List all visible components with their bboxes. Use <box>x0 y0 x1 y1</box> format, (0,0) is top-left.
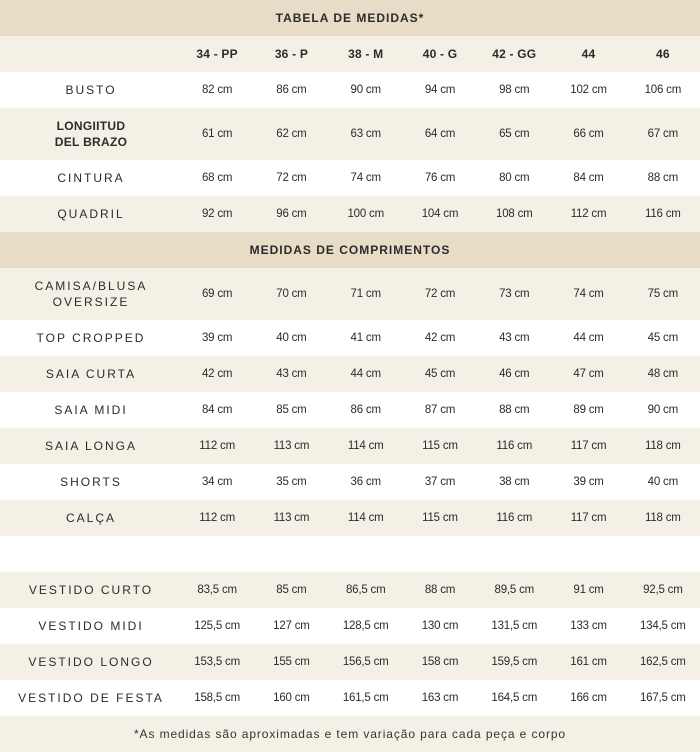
measurement-cell: 167,5 cm <box>639 692 686 704</box>
measurement-cell: 65 cm <box>499 128 530 140</box>
measurement-cell: 68 cm <box>201 172 233 184</box>
row-cells <box>180 172 700 184</box>
row-label: SAIA MIDI <box>54 403 128 417</box>
measurement-cell: 116 cm <box>644 208 681 220</box>
measurement-cell: 115 cm <box>422 512 458 524</box>
row-cells <box>180 368 700 380</box>
measurement-cell: 117 cm <box>570 440 607 452</box>
measurement-cell: 118 cm <box>644 512 681 524</box>
measurement-cell: 42 cm <box>424 332 456 344</box>
measurement-cell: 113 cm <box>273 440 310 452</box>
measurement-cell: 89,5 cm <box>494 584 535 596</box>
measurement-cell: 133 cm <box>570 620 607 632</box>
measurement-cell: 34 cm <box>201 476 233 488</box>
row-cells <box>180 288 700 300</box>
measurement-cell: 112 cm <box>199 440 235 452</box>
size-header-cell: 42 - GG <box>492 47 537 61</box>
row-cells <box>180 620 700 632</box>
row-label: CINTURA <box>57 171 125 185</box>
measurement-cell: 116 cm <box>496 512 533 524</box>
measurement-cell: 36 cm <box>350 476 381 488</box>
measurement-cell: 100 cm <box>347 208 384 220</box>
measurement-cell: 74 cm <box>350 172 381 184</box>
row-label: LONGIITUD DEL BRAZO <box>54 119 128 149</box>
measurement-cell: 153,5 cm <box>194 656 240 668</box>
row-cells <box>180 692 700 704</box>
measurement-cell: 162,5 cm <box>639 656 686 668</box>
table-row <box>0 320 700 356</box>
measurement-cell: 72 cm <box>424 288 456 300</box>
table-row <box>0 500 700 536</box>
measurement-cell: 84 cm <box>201 404 233 416</box>
row-label: TOP CROPPED <box>36 331 146 345</box>
measurement-cell: 166 cm <box>570 692 607 704</box>
measurement-cell: 73 cm <box>499 288 530 300</box>
size-header-cell: 36 - P <box>274 47 309 61</box>
measurement-cell: 62 cm <box>276 128 307 140</box>
measurement-cell: 43 cm <box>499 332 530 344</box>
row-cells <box>180 656 700 668</box>
measurement-cell: 70 cm <box>276 288 307 300</box>
table-row <box>0 392 700 428</box>
measurement-cell: 39 cm <box>573 476 604 488</box>
measurement-cell: 72 cm <box>276 172 307 184</box>
measurement-cell: 125,5 cm <box>194 620 240 632</box>
measurement-cell: 86 cm <box>276 84 307 96</box>
measurement-cell: 37 cm <box>424 476 456 488</box>
table-row <box>0 196 700 232</box>
measurement-cell: 40 cm <box>647 476 678 488</box>
table-row <box>0 268 700 320</box>
measurement-cell: 158 cm <box>421 656 459 668</box>
size-header-cell: 38 - M <box>348 47 384 61</box>
measurement-cell: 92,5 cm <box>643 584 683 596</box>
measurement-cell: 75 cm <box>647 288 678 300</box>
measurement-cell: 66 cm <box>573 128 604 140</box>
row-cells <box>180 208 700 220</box>
measurement-cell: 84 cm <box>573 172 604 184</box>
size-header-cell: 40 - G <box>422 47 458 61</box>
dress-measurements <box>0 572 700 716</box>
measurement-cell: 44 cm <box>573 332 604 344</box>
row-label: QUADRIL <box>57 207 125 221</box>
measurement-cell: 38 cm <box>499 476 530 488</box>
measurement-cell: 89 cm <box>573 404 604 416</box>
measurement-cell: 98 cm <box>499 84 530 96</box>
measurement-cell: 131,5 cm <box>491 620 538 632</box>
measurement-cell: 90 cm <box>350 84 381 96</box>
measurement-cell: 134,5 cm <box>639 620 686 632</box>
table-row <box>0 356 700 392</box>
measurement-cell: 155 cm <box>273 656 310 668</box>
section-spacer <box>0 536 700 572</box>
row-label: VESTIDO LONGO <box>28 655 154 669</box>
measurement-cell: 87 cm <box>424 404 456 416</box>
measurement-cell: 164,5 cm <box>491 692 538 704</box>
measurement-cell: 85 cm <box>276 404 307 416</box>
measurement-cell: 86 cm <box>350 404 381 416</box>
measurement-cell: 116 cm <box>496 440 533 452</box>
measurement-cell: 43 cm <box>276 368 307 380</box>
measurement-cell: 112 cm <box>570 208 607 220</box>
row-cells <box>180 404 700 416</box>
measurement-cell: 114 cm <box>347 512 384 524</box>
measurement-cell: 46 cm <box>499 368 530 380</box>
size-header-cell: 44 <box>581 47 596 61</box>
size-header-cell: 34 - PP <box>196 47 238 61</box>
measurement-cell: 158,5 cm <box>194 692 240 704</box>
row-label: BUSTO <box>65 83 117 97</box>
table-row <box>0 680 700 716</box>
table-row <box>0 160 700 196</box>
measurement-cell: 39 cm <box>201 332 233 344</box>
row-label: SAIA CURTA <box>45 367 137 381</box>
row-cells <box>180 84 700 96</box>
measurement-cell: 41 cm <box>350 332 381 344</box>
measurement-cell: 64 cm <box>424 128 456 140</box>
measurement-cell: 88 cm <box>647 172 678 184</box>
measurement-cell: 161,5 cm <box>342 692 389 704</box>
measurement-cell: 83,5 cm <box>197 584 237 596</box>
lengths-section-title: MEDIDAS DE COMPRIMENTOS <box>0 232 700 268</box>
measurement-cell: 159,5 cm <box>491 656 538 668</box>
body-measurements <box>0 72 700 232</box>
footnote: *As medidas são aproximadas e tem variação para cada peça e corpo <box>0 716 700 752</box>
measurement-cell: 76 cm <box>424 172 456 184</box>
measurement-cell: 47 cm <box>573 368 604 380</box>
measurement-cell: 161 cm <box>570 656 607 668</box>
table-row <box>0 108 700 160</box>
size-header-cells <box>180 47 700 61</box>
measurement-cell: 102 cm <box>570 84 607 96</box>
measurement-cell: 74 cm <box>573 288 604 300</box>
measurement-cell: 104 cm <box>421 208 459 220</box>
measurement-cell: 108 cm <box>496 208 533 220</box>
measurement-cell: 45 cm <box>424 368 456 380</box>
row-cells <box>180 584 700 596</box>
measurement-cell: 96 cm <box>276 208 307 220</box>
measurement-cell: 80 cm <box>499 172 530 184</box>
measurement-cell: 130 cm <box>421 620 459 632</box>
measurement-cell: 94 cm <box>424 84 456 96</box>
row-label: VESTIDO MIDI <box>38 619 144 633</box>
measurement-cell: 91 cm <box>573 584 604 596</box>
row-cells <box>180 440 700 452</box>
size-header-row <box>0 36 700 72</box>
measurement-cell: 118 cm <box>644 440 681 452</box>
measurement-cell: 86,5 cm <box>345 584 386 596</box>
measurement-cell: 45 cm <box>647 332 678 344</box>
table-row <box>0 644 700 680</box>
row-label: VESTIDO DE FESTA <box>18 691 164 705</box>
measurement-cell: 117 cm <box>570 512 607 524</box>
measurement-cell: 44 cm <box>350 368 381 380</box>
measurement-cell: 48 cm <box>647 368 678 380</box>
measurement-cell: 35 cm <box>276 476 307 488</box>
row-label: SAIA LONGA <box>44 439 138 453</box>
table-row <box>0 428 700 464</box>
measurement-cell: 156,5 cm <box>342 656 389 668</box>
measurement-cell: 42 cm <box>201 368 233 380</box>
table-row <box>0 72 700 108</box>
row-cells <box>180 128 700 140</box>
measurement-cell: 112 cm <box>199 512 235 524</box>
row-cells <box>180 332 700 344</box>
table-row <box>0 572 700 608</box>
measurement-cell: 82 cm <box>201 84 233 96</box>
measurement-cell: 114 cm <box>347 440 384 452</box>
measurement-cell: 128,5 cm <box>342 620 389 632</box>
measurement-cell: 113 cm <box>273 512 310 524</box>
measurement-cell: 88 cm <box>499 404 530 416</box>
table-title: TABELA DE MEDIDAS* <box>0 0 700 36</box>
row-label: VESTIDO CURTO <box>28 583 154 597</box>
row-cells <box>180 476 700 488</box>
measurement-cell: 63 cm <box>350 128 381 140</box>
measurement-cell: 92 cm <box>201 208 233 220</box>
measurement-cell: 40 cm <box>276 332 307 344</box>
measurement-cell: 127 cm <box>273 620 310 632</box>
row-label: CALÇA <box>65 511 116 525</box>
measurement-cell: 106 cm <box>644 84 682 96</box>
measurement-cell: 85 cm <box>276 584 307 596</box>
measurement-cell: 160 cm <box>273 692 310 704</box>
measurement-cell: 115 cm <box>422 440 458 452</box>
measurement-cell: 69 cm <box>201 288 233 300</box>
measurement-cell: 90 cm <box>647 404 678 416</box>
length-measurements <box>0 268 700 536</box>
measurement-cell: 163 cm <box>421 692 459 704</box>
measurement-cell: 61 cm <box>201 128 233 140</box>
size-header-cell: 46 <box>655 47 670 61</box>
row-label: CAMISA/BLUSA OVERSIZE <box>34 279 148 309</box>
row-cells <box>180 512 700 524</box>
measurement-cell: 67 cm <box>647 128 678 140</box>
table-row <box>0 608 700 644</box>
measurement-cell: 88 cm <box>424 584 456 596</box>
table-row <box>0 464 700 500</box>
measurement-cell: 71 cm <box>350 288 381 300</box>
row-label: SHORTS <box>60 475 122 489</box>
